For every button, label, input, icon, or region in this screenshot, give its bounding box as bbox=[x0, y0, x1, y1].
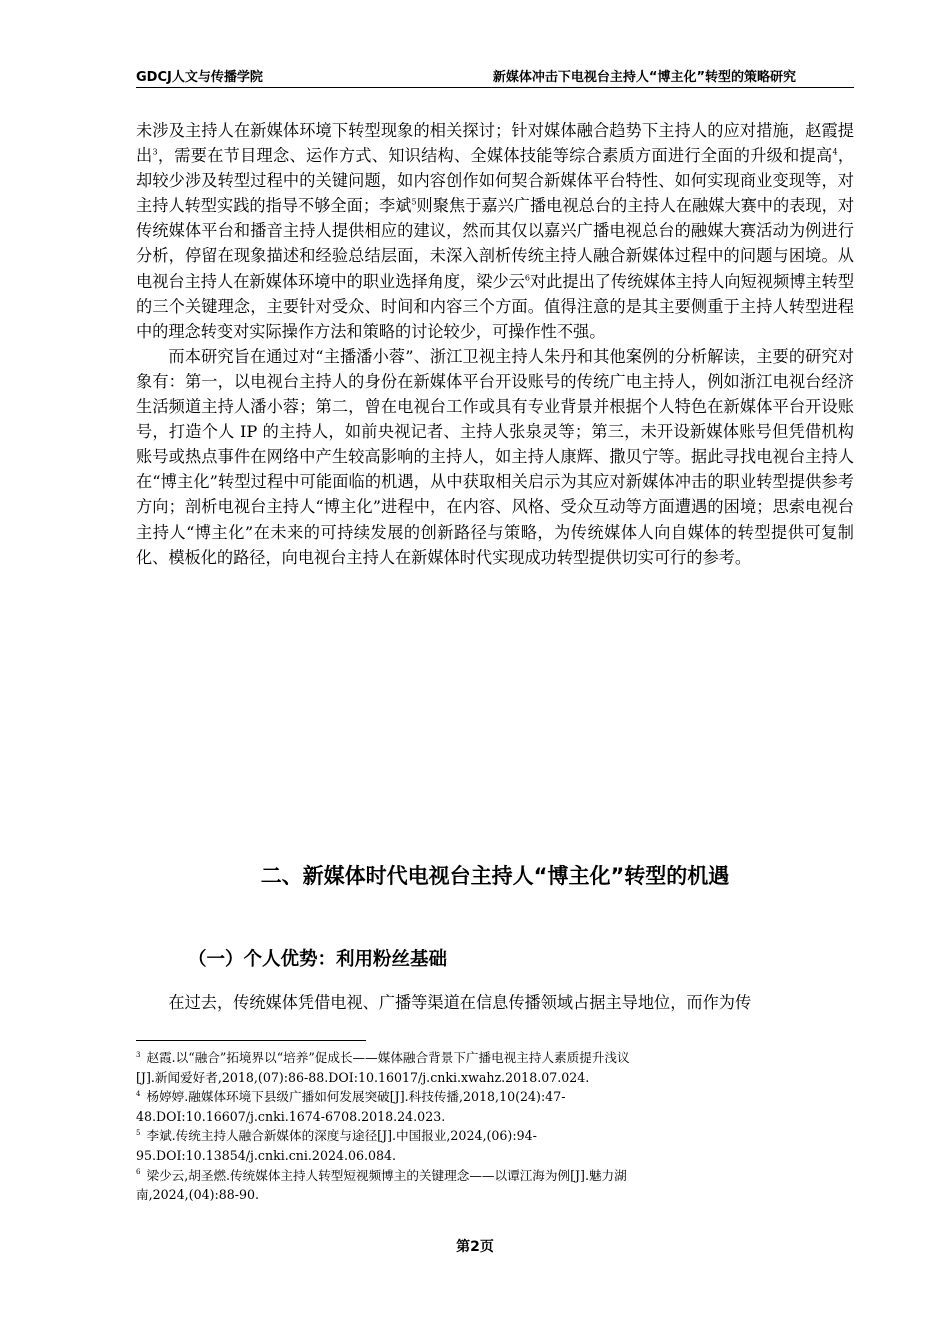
paragraph-literature-review bbox=[136, 118, 854, 344]
footnote-text: 杨婷婷.融媒体环境下县级广播如何发展突破[J].科技传播,2018,10(24):47- bbox=[146, 1089, 566, 1105]
footnote-ref-3[interactable]: 3 bbox=[152, 147, 158, 157]
header-rule bbox=[136, 87, 854, 88]
running-header bbox=[136, 66, 854, 88]
footnote-5-line-2: 95.DOI:10.13854/j.cnki.cni.2024.06.084. bbox=[136, 1147, 397, 1163]
footnote-4-line-1 bbox=[136, 1087, 854, 1107]
footnote-3-line-1 bbox=[136, 1048, 854, 1068]
para1-part-a: 未涉及主持人在新媒体环境下转型现象的相关探讨；针对媒体融合趋势下主持人的应对措施，赵霞提出 bbox=[136, 121, 854, 166]
body-text bbox=[136, 118, 854, 570]
footnote-ref-5[interactable]: 5 bbox=[411, 197, 417, 207]
para1-part-e: 对此提出了传统媒体主持人向短视频博主转型的三个关键理念，主要针对受众、时间和内容三个方面。值得注意的是其主要侧重于主持人转型进程中的理念转变对实际操作方法和策略的讨论较少，可操作性不强。 bbox=[136, 271, 855, 341]
footnote-mark: 3 bbox=[136, 1050, 141, 1059]
page-number: 第2页 bbox=[456, 1239, 494, 1255]
subsection-heading: （一）个人优势：利用粉丝基础 bbox=[188, 949, 448, 970]
para1-part-b: ，需要在节目理念、运作方式、知识结构、全媒体技能等综合素质方面进行全面的升级和提高 bbox=[157, 146, 833, 166]
paragraph-research-objects: 而本研究旨在通过对“主播潘小蓉”、浙江卫视主持人朱丹和其他案例的分析解读，主要的研究对象有：第一，以电视台主持人的身份在新媒体平台开设账号的传统广电主持人，例如浙江电视台经济生活频道主持人潘小蓉；第二，曾在电视台工作或具有专业背景并根据个人特色在新媒体平台开设账号，打造个人 IP 的主持人，如前央视记者、主持人张泉灵等；第三，未开设新媒体账号但凭借机构账号或热点事件在网络中产生较高影响的主持人，如主持人康辉、撒贝宁等。据此寻找电视台主持人在“博主化”转型过程中可能面临的机遇，从中获取相关启示为其应对新媒体冲击的职业转型提供参考方向；剖析电视台主持人“博主化”进程中，在内容、风格、受众互动等方面遭遇的困境；思索电视台主持人“博主化”在未来的可持续发展的创新路径与策略，为传统媒体人向自媒体的转型提供可复制化、模板化的路径，向电视台主持人在新媒体时代实现成功转型提供切实可行的参考。 bbox=[136, 346, 854, 567]
footnote-6-line-2: 南,2024,(04):88-90. bbox=[136, 1187, 260, 1203]
footnotes bbox=[136, 1048, 854, 1205]
footnote-ref-6[interactable]: 6 bbox=[524, 273, 530, 283]
header-institution: GDCJ人文与传播学院 bbox=[136, 70, 263, 85]
footnote-text: 赵霞.以“融合”拓境界以“培养”促成长——媒体融合背景下广播电视主持人素质提升浅议 bbox=[146, 1050, 630, 1065]
footnote-4-line-2: 48.DOI:10.16607/j.cnki.1674-6708.2018.24.023. bbox=[136, 1108, 446, 1124]
para1-part-d: 则聚焦于嘉兴广播电视总台的主持人在融媒大赛中的表现，对传统媒体平台和播音主持人提供相应的建议，然而其仅以嘉兴广播电视总台的融媒大赛活动为例进行分析，停留在现象描述和经验总结层面，未深入剖析传统主持人融合新媒体过程中的问题与困境。从电视台主持人在新媒体环境中的职业选择角度，梁少云 bbox=[136, 196, 855, 291]
header-paper-title: 新媒体冲击下电视台主持人“博主化”转型的策略研究 bbox=[492, 70, 796, 85]
section-heading: 二、新媒体时代电视台主持人“博主化”转型的机遇 bbox=[260, 864, 730, 888]
para1-part-c: ，却较少涉及转型过程中的关键问题，如内容创作如何契合新媒体平台特性、如何实现商业变现等，对主持人转型实践的指导不够全面；李斌 bbox=[136, 146, 855, 216]
footnote-mark: 4 bbox=[136, 1090, 141, 1098]
footnote-text: 梁少云,胡圣燃.传统媒体主持人转型短视频博主的关键理念——以谭江海为例[J].魅力湖 bbox=[146, 1167, 627, 1183]
footnote-mark: 6 bbox=[136, 1168, 141, 1177]
footnote-mark: 5 bbox=[136, 1129, 141, 1138]
footnote-6-line-1 bbox=[136, 1166, 854, 1186]
paragraph-opening-line: 在过去，传统媒体凭借电视、广播等渠道在信息传播领域占据主导地位，而作为传 bbox=[168, 993, 752, 1012]
footnote-3-line-2: [J].新闻爱好者,2018,(07):86-88.DOI:10.16017/j.cnki.xwahz.2018.07.024. bbox=[136, 1069, 590, 1085]
footnote-separator bbox=[136, 1040, 366, 1041]
footnote-ref-4[interactable]: 4 bbox=[832, 147, 838, 157]
footnote-5-line-1 bbox=[136, 1126, 854, 1146]
footnote-text: 李斌.传统主持人融合新媒体的深度与途径[J].中国报业,2024,(06):94- bbox=[146, 1128, 537, 1144]
